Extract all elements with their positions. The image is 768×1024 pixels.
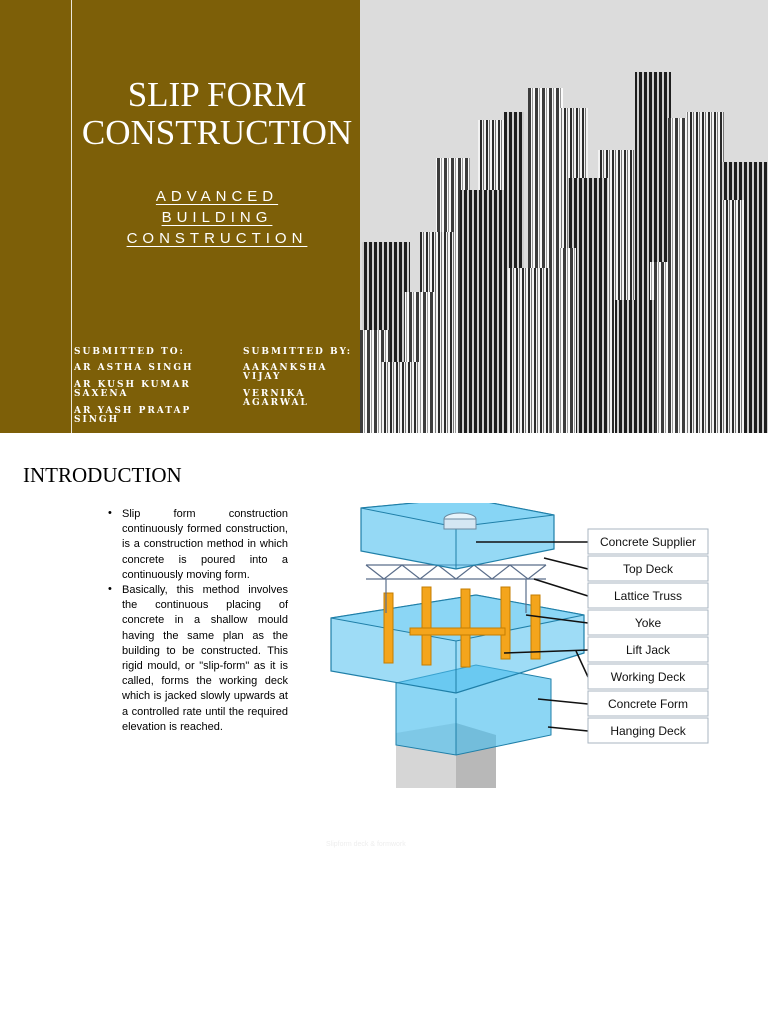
label-yoke: Yoke xyxy=(634,616,662,630)
label-lift-jack: Lift Jack xyxy=(625,643,671,657)
panel-divider-line xyxy=(71,0,72,433)
submitted-to-name: AR ASTHA SINGH xyxy=(74,363,194,373)
bullet-list xyxy=(108,507,288,735)
title-line-2: CONSTRUCTION xyxy=(81,113,353,152)
title-slide xyxy=(0,0,768,433)
submitted-by-label: SUBMITTED BY: xyxy=(243,347,353,357)
bullet-item: • Basically, this method involves the continuous placing of concrete in a shallow mould having the same plan as the building to be constructed. This rigid mould, or "slip-form" as it is called, forms the working deck which is jacked slowly upwards at a controlled rate until the required elevation is reached. xyxy=(108,583,288,735)
submitted-by-name: VERNIKA AGARWAL xyxy=(243,389,309,408)
label-hanging-deck: Hanging Deck xyxy=(610,724,686,738)
submitted-to-name: AR KUSH KUMAR SAXENA xyxy=(74,380,191,399)
label-lattice-truss: Lattice Truss xyxy=(613,589,683,603)
label-concrete-form: Concrete Form xyxy=(607,697,689,711)
submitted-by-name: AAKANKSHA VIJAY xyxy=(243,363,328,382)
title-panel xyxy=(0,0,360,433)
introduction-slide xyxy=(0,433,768,1024)
faint-caption: Slipform deck & formwork xyxy=(326,841,406,848)
submitted-to-block xyxy=(74,347,224,433)
subtitle xyxy=(112,186,322,249)
section-heading: INTRODUCTION xyxy=(23,463,182,487)
label-top-deck: Top Deck xyxy=(622,562,674,576)
bullet-item: • Slip form construction continuously formed construction, is a construction method in which concrete is poured into a continuously moving form. xyxy=(108,507,288,583)
slipform-diagram xyxy=(326,503,716,788)
label-working-deck: Working Deck xyxy=(610,670,686,684)
diagram-labels xyxy=(588,529,708,743)
submitted-by-block xyxy=(243,347,353,416)
title-line-1: SLIP FORM xyxy=(127,75,307,114)
submitted-to-name: AR YASH PRATAP SINGH xyxy=(74,406,192,425)
subtitle-line-1: ADVANCED xyxy=(155,188,279,205)
skyline-image xyxy=(360,0,768,433)
presentation-title xyxy=(62,76,372,152)
subtitle-line-2: BUILDING xyxy=(161,209,273,226)
submitted-to-label: SUBMITTED TO: xyxy=(74,347,185,357)
subtitle-line-3: CONSTRUCTION xyxy=(126,230,308,247)
label-concrete-supplier: Concrete Supplier xyxy=(599,535,697,549)
